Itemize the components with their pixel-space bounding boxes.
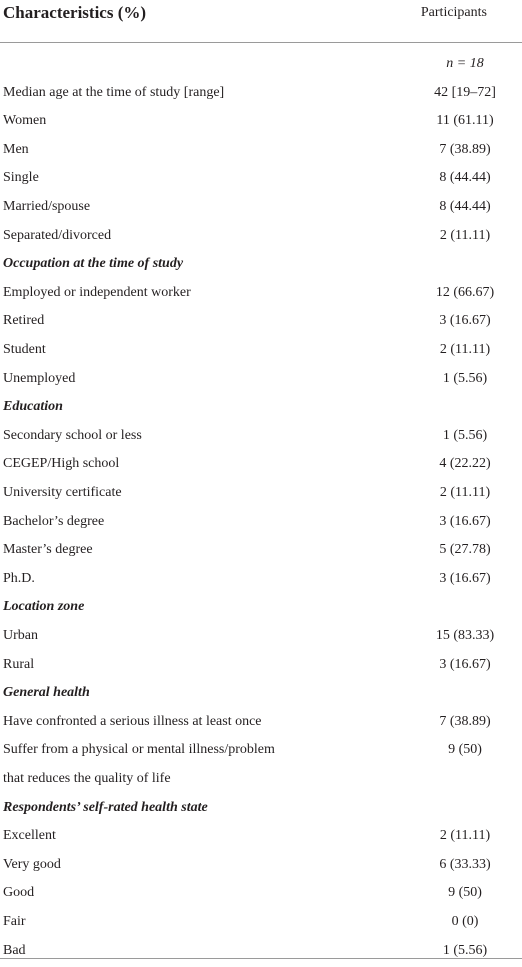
table-row	[0, 910, 522, 938]
row-label: Master’s degree	[3, 542, 93, 558]
row-value: 15 (83.33)	[435, 628, 495, 643]
table-row	[0, 281, 522, 309]
table-row	[0, 309, 522, 337]
table-row	[0, 481, 522, 509]
row-label: that reduces the quality of life	[3, 771, 171, 786]
row-value: 3 (16.67)	[439, 313, 491, 329]
table-row	[0, 624, 522, 652]
row-value: 2 (11.11)	[439, 485, 491, 500]
table-row	[0, 195, 522, 223]
section-header-row	[0, 681, 522, 709]
row-label: Excellent	[3, 828, 56, 844]
row-label: Married/spouse	[3, 199, 91, 214]
row-value: 7 (38.89)	[439, 141, 491, 157]
row-value: 6 (33.33)	[439, 856, 491, 872]
table-row	[0, 881, 522, 909]
row-value: 3 (16.67)	[439, 513, 491, 529]
row-label: Bad	[3, 942, 26, 958]
table-row	[0, 538, 522, 566]
table-row	[0, 166, 522, 194]
table-row	[0, 52, 522, 80]
row-label: University certificate	[3, 485, 122, 500]
participants-header: Participants	[420, 5, 487, 20]
row-value: 0 (0)	[451, 914, 479, 929]
table-row	[0, 452, 522, 480]
table-row	[0, 824, 522, 852]
section-header-row	[0, 252, 522, 280]
row-value: 1 (5.56)	[442, 942, 488, 958]
row-label: Men	[3, 141, 29, 157]
sample-size: n = 18	[446, 56, 484, 71]
row-value: 12 (66.67)	[435, 284, 495, 300]
row-value: 42 [19–72]	[434, 84, 496, 100]
row-label: Median age at the time of study [range]	[3, 84, 225, 100]
row-value: 9 (50)	[448, 742, 482, 758]
row-value: 2 (11.11)	[439, 828, 491, 844]
section-label: Occupation at the time of study	[3, 256, 184, 272]
row-value: 2 (11.11)	[439, 227, 491, 243]
row-label: Very good	[3, 856, 61, 872]
table-row	[0, 367, 522, 395]
row-value: 8 (44.44)	[439, 170, 491, 186]
row-label: Student	[3, 342, 46, 357]
row-label: Women	[3, 113, 47, 129]
row-value: 3 (16.67)	[439, 656, 491, 672]
row-label: Separated/divorced	[3, 227, 112, 243]
table-row	[0, 738, 522, 766]
row-label: Single	[3, 170, 39, 186]
row-value: 9 (50)	[448, 885, 482, 901]
table-row	[0, 424, 522, 452]
table-row	[0, 138, 522, 166]
row-label: Urban	[3, 628, 38, 643]
row-label: Ph.D.	[3, 570, 35, 586]
row-label: Good	[3, 885, 35, 901]
row-value: 11 (61.11)	[436, 113, 494, 129]
row-value: 4 (22.22)	[439, 456, 491, 472]
section-header-row	[0, 595, 522, 623]
row-label: Secondary school or less	[3, 427, 142, 443]
row-value: 3 (16.67)	[439, 570, 491, 586]
section-header-row	[0, 395, 522, 423]
table-header	[0, 0, 522, 43]
table-row	[0, 109, 522, 137]
row-label: Unemployed	[3, 370, 76, 386]
row-label: Retired	[3, 313, 45, 329]
table-row	[0, 224, 522, 252]
row-label: Rural	[3, 656, 35, 672]
row-value: 7 (38.89)	[439, 713, 491, 729]
section-label: Location zone	[3, 599, 85, 615]
bottom-rule	[0, 958, 522, 959]
row-value: 1 (5.56)	[442, 370, 488, 386]
section-label: Respondents’ self-rated health state	[3, 799, 208, 815]
row-label: Bachelor’s degree	[3, 513, 105, 529]
row-label: Employed or independent worker	[3, 284, 191, 300]
table-row	[0, 767, 522, 795]
section-header-row	[0, 796, 522, 824]
row-value: 1 (5.56)	[442, 427, 488, 443]
table-row	[0, 710, 522, 738]
row-label: Fair	[3, 914, 26, 929]
section-label: Education	[3, 399, 63, 415]
row-value: 2 (11.11)	[439, 342, 491, 357]
table-row	[0, 567, 522, 595]
row-label: Suffer from a physical or mental illness/problem	[3, 742, 275, 758]
characteristics-header: Characteristics (%)	[3, 3, 147, 22]
row-label: CEGEP/High school	[3, 456, 120, 472]
table-row	[0, 939, 522, 967]
table-row	[0, 853, 522, 881]
table-row	[0, 338, 522, 366]
table-row	[0, 653, 522, 681]
table-row	[0, 81, 522, 109]
section-label: General health	[3, 685, 90, 701]
row-value: 8 (44.44)	[439, 199, 491, 214]
table-row	[0, 510, 522, 538]
row-label: Have confronted a serious illness at least once	[3, 713, 262, 729]
row-value: 5 (27.78)	[439, 542, 491, 558]
